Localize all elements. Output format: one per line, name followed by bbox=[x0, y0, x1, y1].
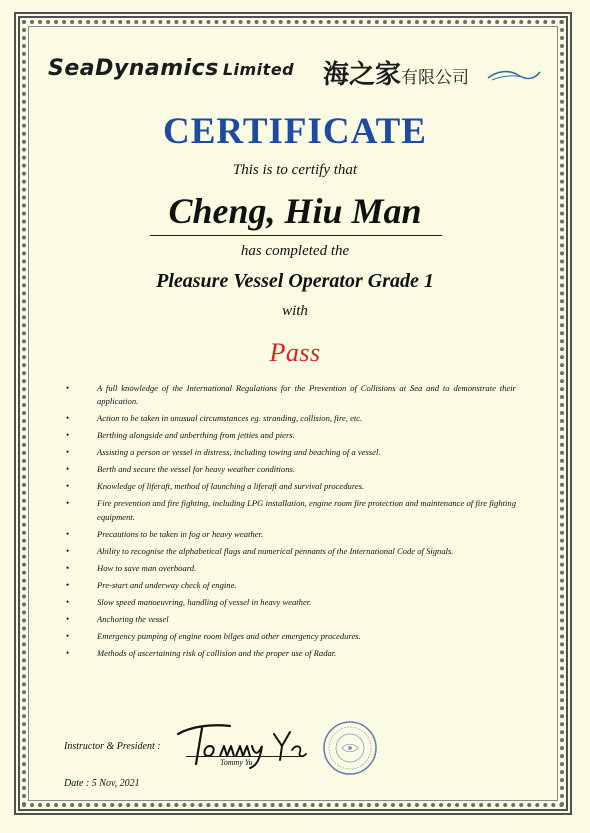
skill-text: A full knowledge of the International Regulations for the Prevention of Collisions at Sea and to demonstrate their application. bbox=[97, 383, 516, 407]
skill-item bbox=[66, 412, 516, 425]
skill-item bbox=[66, 545, 516, 558]
bullet-icon: • bbox=[66, 464, 70, 475]
skill-text: Precautions to be taken in fog or heavy weather. bbox=[97, 528, 264, 539]
bullet-icon: • bbox=[66, 596, 70, 607]
skill-text: Berthing alongside and unberthing from jetties and piers. bbox=[97, 430, 295, 441]
skill-item bbox=[66, 429, 516, 442]
company-name-en bbox=[48, 56, 294, 81]
skill-item bbox=[66, 613, 516, 626]
company-seal-icon bbox=[322, 720, 378, 776]
signature-name: Tommy Yu bbox=[220, 758, 253, 767]
bullet-icon: • bbox=[66, 630, 70, 641]
skills-list bbox=[66, 382, 516, 664]
bullet-icon: • bbox=[66, 430, 70, 441]
bullet-icon: • bbox=[66, 498, 70, 509]
bullet-icon: • bbox=[66, 545, 70, 556]
skill-item bbox=[66, 579, 516, 592]
skill-text: Berth and secure the vessel for heavy weather conditions. bbox=[97, 464, 296, 475]
bullet-icon: • bbox=[66, 383, 70, 393]
skill-text: Action to be taken in unusual circumstances eg. stranding, collision, fire, etc. bbox=[97, 413, 363, 424]
signature-line bbox=[186, 756, 304, 757]
name-underline bbox=[150, 235, 442, 236]
skill-item bbox=[66, 446, 516, 459]
skill-item bbox=[66, 463, 516, 476]
skill-text: Slow speed manoeuvring, handling of vessel in heavy weather. bbox=[97, 596, 312, 607]
company-name-en-suffix: Limited bbox=[222, 60, 295, 79]
skill-text: Ability to recognise the alphabetical flags and numerical pennants of the International Code of Signals. bbox=[97, 545, 454, 556]
completed-line: has completed the bbox=[240, 243, 350, 259]
company-name-cn bbox=[323, 54, 469, 91]
skill-text: Fire prevention and fire fighting, including LPG installation, engine room fire protection and maintenance of fire fighting equipment. bbox=[97, 498, 516, 522]
course-name: Pleasure Vessel Operator Grade 1 bbox=[156, 270, 434, 292]
company-logo bbox=[48, 54, 548, 94]
skill-item bbox=[66, 630, 516, 643]
result-grade: Pass bbox=[269, 338, 321, 367]
with-line: with bbox=[282, 303, 308, 319]
bullet-icon: • bbox=[66, 481, 70, 492]
recipient-name: Cheng, Hiu Man bbox=[168, 191, 422, 231]
bullet-icon: • bbox=[66, 447, 70, 458]
skill-item bbox=[66, 382, 516, 409]
bullet-icon: • bbox=[66, 413, 70, 424]
bullet-icon: • bbox=[66, 613, 70, 624]
bullet-icon: • bbox=[66, 562, 70, 573]
certify-line: This is to certify that bbox=[232, 162, 358, 178]
skill-text: Assisting a person or vessel in distress, including towing and beaching of a vessel. bbox=[97, 447, 381, 458]
bullet-icon: • bbox=[66, 579, 70, 590]
certificate-title: CERTIFICATE bbox=[163, 111, 427, 152]
wave-logo-icon bbox=[486, 66, 542, 84]
skill-item bbox=[66, 480, 516, 493]
company-name-cn-suffix: 有限公司 bbox=[401, 68, 470, 88]
bullet-icon: • bbox=[66, 528, 70, 539]
skill-item bbox=[66, 596, 516, 609]
skill-text: Methods of ascertaining risk of collision and the proper use of Radar. bbox=[97, 647, 337, 658]
skill-item bbox=[66, 562, 516, 575]
skill-item bbox=[66, 497, 516, 524]
skill-text: Pre-start and underway check of engine. bbox=[97, 579, 237, 590]
skill-text: Knowledge of liferaft, method of launching a liferaft and survival procedures. bbox=[97, 481, 365, 492]
company-name-en-main: SeaDynamics bbox=[48, 56, 219, 81]
skill-text: Anchoring the vessel bbox=[97, 613, 169, 624]
bullet-icon: • bbox=[66, 647, 70, 658]
skill-item bbox=[66, 647, 516, 660]
instructor-label: Instructor & President : bbox=[64, 741, 161, 752]
company-name-cn-main: 海之家 bbox=[323, 60, 402, 90]
skill-item bbox=[66, 528, 516, 541]
skill-text: How to save man overboard. bbox=[97, 562, 197, 573]
skill-text: Emergency pumping of engine room bilges and other emergency procedures. bbox=[97, 630, 361, 641]
issue-date: Date : 5 Nov, 2021 bbox=[64, 778, 140, 789]
